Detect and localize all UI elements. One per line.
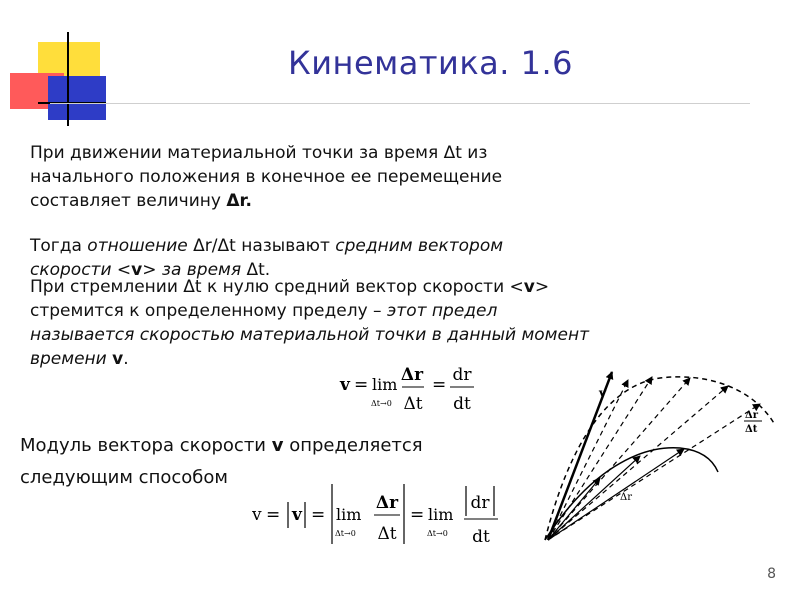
text-span: При стремлении Δt к нулю средний вектор скорости <	[30, 277, 524, 297]
figure-velocity-vectors	[532, 362, 800, 562]
text-span: Тогда	[30, 236, 88, 256]
label-dr-den: Δt	[745, 424, 758, 435]
page-number: 8	[767, 566, 776, 582]
formula-numerator: dr	[452, 365, 472, 385]
label-delta-r: Δr	[620, 492, 633, 503]
formula-velocity-modulus	[252, 482, 502, 548]
text-line	[30, 189, 502, 213]
text-line	[30, 347, 589, 371]
bold-term: v	[523, 277, 535, 297]
italic-term: времени	[30, 349, 113, 369]
formula-denominator: dt	[472, 527, 490, 547]
text-line: начального положения в конечное ее перемещение	[30, 167, 503, 187]
text-line	[20, 430, 423, 462]
formula-lim: lim	[428, 505, 454, 524]
text-span: >	[534, 277, 550, 297]
formula-equals: =	[410, 505, 425, 525]
paragraph-instant-velocity	[30, 275, 589, 371]
formula-denominator: Δt	[377, 524, 397, 544]
formula-equals: =	[266, 505, 281, 525]
italic-term: этот предел	[386, 301, 498, 321]
text-span: Δr/Δt называют	[187, 236, 336, 256]
italic-term: отношение	[87, 236, 188, 256]
formula-lim-sub: Δt→0	[335, 529, 356, 538]
text-span: Модуль вектора скорости	[20, 435, 272, 456]
formula-lhs: v	[340, 375, 350, 395]
italic-term: скорости <	[30, 260, 132, 280]
text-span: составляет величину	[30, 191, 227, 211]
text-line: При движении материальной точки за время Δt из	[30, 143, 488, 163]
italic-term: средним вектором	[335, 236, 504, 256]
label-dr-num: Δr	[745, 410, 759, 421]
slide-title: Кинематика. 1.6	[288, 44, 573, 82]
text-line	[30, 299, 589, 323]
title-underline	[50, 103, 750, 104]
formula-equals: =	[354, 375, 369, 395]
logo-square-blue	[48, 76, 106, 120]
formula-numerator: dr	[470, 493, 490, 513]
formula-denominator: Δt	[403, 394, 423, 414]
paragraph-displacement	[30, 141, 502, 213]
formula-numerator: Δr	[400, 365, 424, 385]
bold-term: v	[131, 260, 143, 280]
bold-term: Δr.	[226, 191, 252, 211]
label-v: v	[599, 386, 606, 400]
formula-denominator: dt	[453, 394, 471, 414]
formula-lim-sub: Δt→0	[371, 399, 392, 408]
formula-lim: lim	[372, 375, 398, 394]
formula-mid: v	[292, 505, 302, 525]
bold-term: v	[271, 435, 284, 456]
text-span: .	[123, 349, 129, 369]
secant-vector	[548, 386, 728, 540]
text-span: Δt.	[246, 260, 271, 280]
formula-velocity-definition	[338, 362, 498, 424]
logo-vertical-line	[67, 32, 69, 126]
text-line	[30, 234, 503, 258]
formula-equals: =	[432, 375, 447, 395]
text-line	[30, 275, 589, 299]
formula-lhs: v	[252, 505, 262, 525]
secant-vector	[548, 380, 628, 540]
italic-term: называется скоростью материальной точки в данный момент	[30, 325, 589, 345]
formula-lim: lim	[336, 505, 362, 524]
text-span: стремится к определенному пределу –	[30, 301, 387, 321]
italic-term: > за время	[142, 260, 247, 280]
text-line: следующим способом	[20, 467, 228, 488]
bold-term: v	[112, 349, 124, 369]
text-span: определяется	[283, 435, 423, 456]
text-line	[30, 323, 589, 347]
formula-numerator: Δr	[375, 493, 399, 513]
formula-lim-sub: Δt→0	[427, 529, 448, 538]
formula-equals: =	[311, 505, 326, 525]
secant-vector	[548, 404, 760, 540]
